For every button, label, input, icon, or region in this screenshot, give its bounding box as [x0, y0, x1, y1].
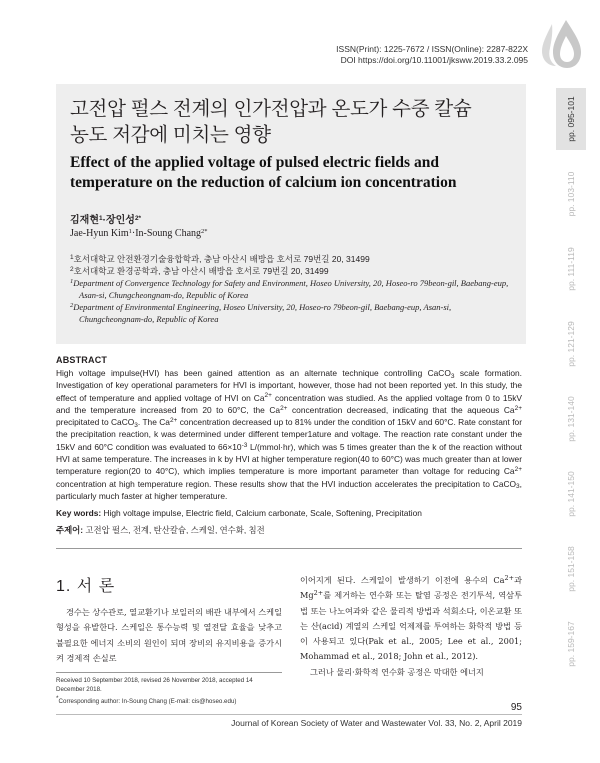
- page-tab-1[interactable]: pp. 095-101: [556, 88, 586, 150]
- title-english: Effect of the applied voltage of pulsed electric fields and temperature on the reduction of calcium ion concentration: [70, 154, 457, 191]
- affiliation-ko-1: $^1$호서대학교 안전환경기술융합학과, 충남 아산시 배방읍 호서로 79번길 20, 31499: [70, 253, 370, 264]
- page-number: 95: [510, 702, 522, 713]
- affiliations: [70, 253, 512, 325]
- intro-paragraph-right-1: 이어지게 된다. 스케일이 발생하기 이전에 용수의 $Ca^{2+}$과 $Mg^{2+}$를 제거하는 연수화 또는 탈염 공정은 전기투석, 역삼투법 또는 나노여과와 같은 물리적 방법과 석회소다, 이온교환 또는 산(acid) 계열의 스케일 억제제를 투여하는 화학적 방법 등이 사용되고 있다(Pak et al., 2005; Lee et al., 2001; Mohammad et al., 2018; John et al., 2012).: [300, 573, 522, 662]
- affiliation-en-1: $^1$Department of Convergence Technology for Safety and Environment, Hoseo University, 20, Hoseo-ro 79beon-gil, Baebang-eup, Asan-si, Chungcheongnam-do, Republic of Korea: [70, 277, 509, 300]
- page-tab-2[interactable]: pp. 103-110: [566, 171, 576, 217]
- footnote-divider: [56, 672, 282, 673]
- page-tab-8[interactable]: pp. 159-167: [566, 621, 576, 667]
- page-tab-4[interactable]: pp. 121-129: [566, 321, 576, 367]
- page-tab-7[interactable]: pp. 151-158: [566, 546, 576, 592]
- section-heading-introduction: 1. 서 론: [56, 578, 116, 595]
- authors-korean: 김재현$^1$·장인성$^{2*}$: [70, 214, 142, 226]
- affiliation-en-2: $^2$Department of Environmental Engineering, Hoseo University, 20, Hoseo-ro 79beon-gil, Baebang-eup, Asan-si, Chungcheongnam-do, Republic of Korea: [70, 301, 452, 324]
- footer-divider: [56, 714, 522, 715]
- page-range-sidebar: [556, 88, 586, 688]
- intro-paragraph-left: 경수는 상수관로, 열교환기나 보일러의 배관 내부에서 스케일 형성을 유발한다. 스케일은 통수능력 및 열전달 효율을 낮추고 불필요한 에너지 소비의 원인이 되며 장비의 유지비용을 증가시켜 경제적 손실로: [56, 607, 282, 663]
- intro-text-right: [300, 573, 522, 680]
- abstract-section: [56, 355, 522, 536]
- journal-citation: Journal of Korean Society of Water and Wastewater Vol. 33, No. 2, April 2019: [231, 718, 522, 728]
- authors-english: Jae-Hyun Kim$^1$·In-Soung Chang$^{2*}$: [70, 227, 208, 239]
- journal-logo: [538, 18, 584, 70]
- footnote-corresponding: *Corresponding author: In-Soung Chang (E-mail: cis@hoseo.edu): [56, 694, 237, 706]
- abstract-heading: ABSTRACT: [56, 355, 108, 365]
- intro-right-column: [300, 573, 522, 680]
- keywords-korean: 주제어: 고전압 펄스, 전계, 탄산칼슘, 스케일, 연수화, 침전: [56, 525, 265, 536]
- intro-left-column: [56, 573, 282, 706]
- affiliation-ko-2: $^2$호서대학교 환경공학과, 충남 아산시 배방읍 호서로 79번길 20, 31499: [70, 265, 329, 276]
- page-tab-5[interactable]: pp. 131-140: [566, 396, 576, 442]
- abstract-body: High voltage impulse(HVI) has been gained attention as an alternate technique controlling CaCO$_3$ scale formation. Investigation of key operational parameters for HVI is important, however, those had not been reported yet. In this study, the effect of temperature and applied voltage of HVI on $Ca^{2+}$ concentration was studied. As the applied voltage from 0 to 15kV and the temperature increased from 20 to 60°C, the $Ca^{2+}$ concentration decreased, indicating that the aqueous $Ca^{2+}$ precipitated to CaCO$_3$. The $Ca^{2+}$ concentration decreased up to 81% under the condition of 15kV and 60°C. Rate constant for the precipitation reaction, k was determined under different temper1ature and voltage. The reaction rate constant under the 15kV and 60°C condition was evaluated to $66\times 10^{-3}$ L/(mmol·hr), which was 5 times greater than the k of the reaction without HVI at same temperature. The increases in k by HVI at higher temperature region(40 to 60°C) was much greater than at lower temperature region(20 to 40°C), which implies temperature is more important parameter than voltage for reducing $Ca^{2+}$ concentration at high temperature region. These results show that the HVI induction accelerates the precipitation to CaCO$_3$, particularly much faster at higher temperature.: [56, 368, 522, 501]
- section-divider: [56, 548, 522, 549]
- doi-line: DOI https://doi.org/10.11001/jksww.2019.33.2.095: [340, 55, 528, 65]
- page-tab-6[interactable]: pp. 141-150: [566, 471, 576, 517]
- issn-doi-block: [336, 44, 528, 66]
- page-tab-3[interactable]: pp. 111-119: [566, 247, 576, 291]
- title-box: [56, 84, 526, 344]
- footnote-received: Received 10 September 2018, revised 26 November 2018, accepted 14 December 2018.: [56, 677, 253, 694]
- water-drop-logo-icon: [538, 18, 584, 70]
- intro-paragraph-right-2: 그러나 물리·화학적 연수화 공정은 막대한 에너지: [310, 666, 484, 677]
- title-korean: 고전압 펄스 전계의 인가전압과 온도가 수중 칼슘 농도 저감에 미치는 영향: [70, 98, 472, 146]
- issn-line: ISSN(Print): 1225-7672 / ISSN(Online): 2287-822X: [336, 44, 528, 54]
- keywords-english: Key words: High voltage impulse, Electric field, Calcium carbonate, Scale, Softening, Precipitation: [56, 508, 422, 519]
